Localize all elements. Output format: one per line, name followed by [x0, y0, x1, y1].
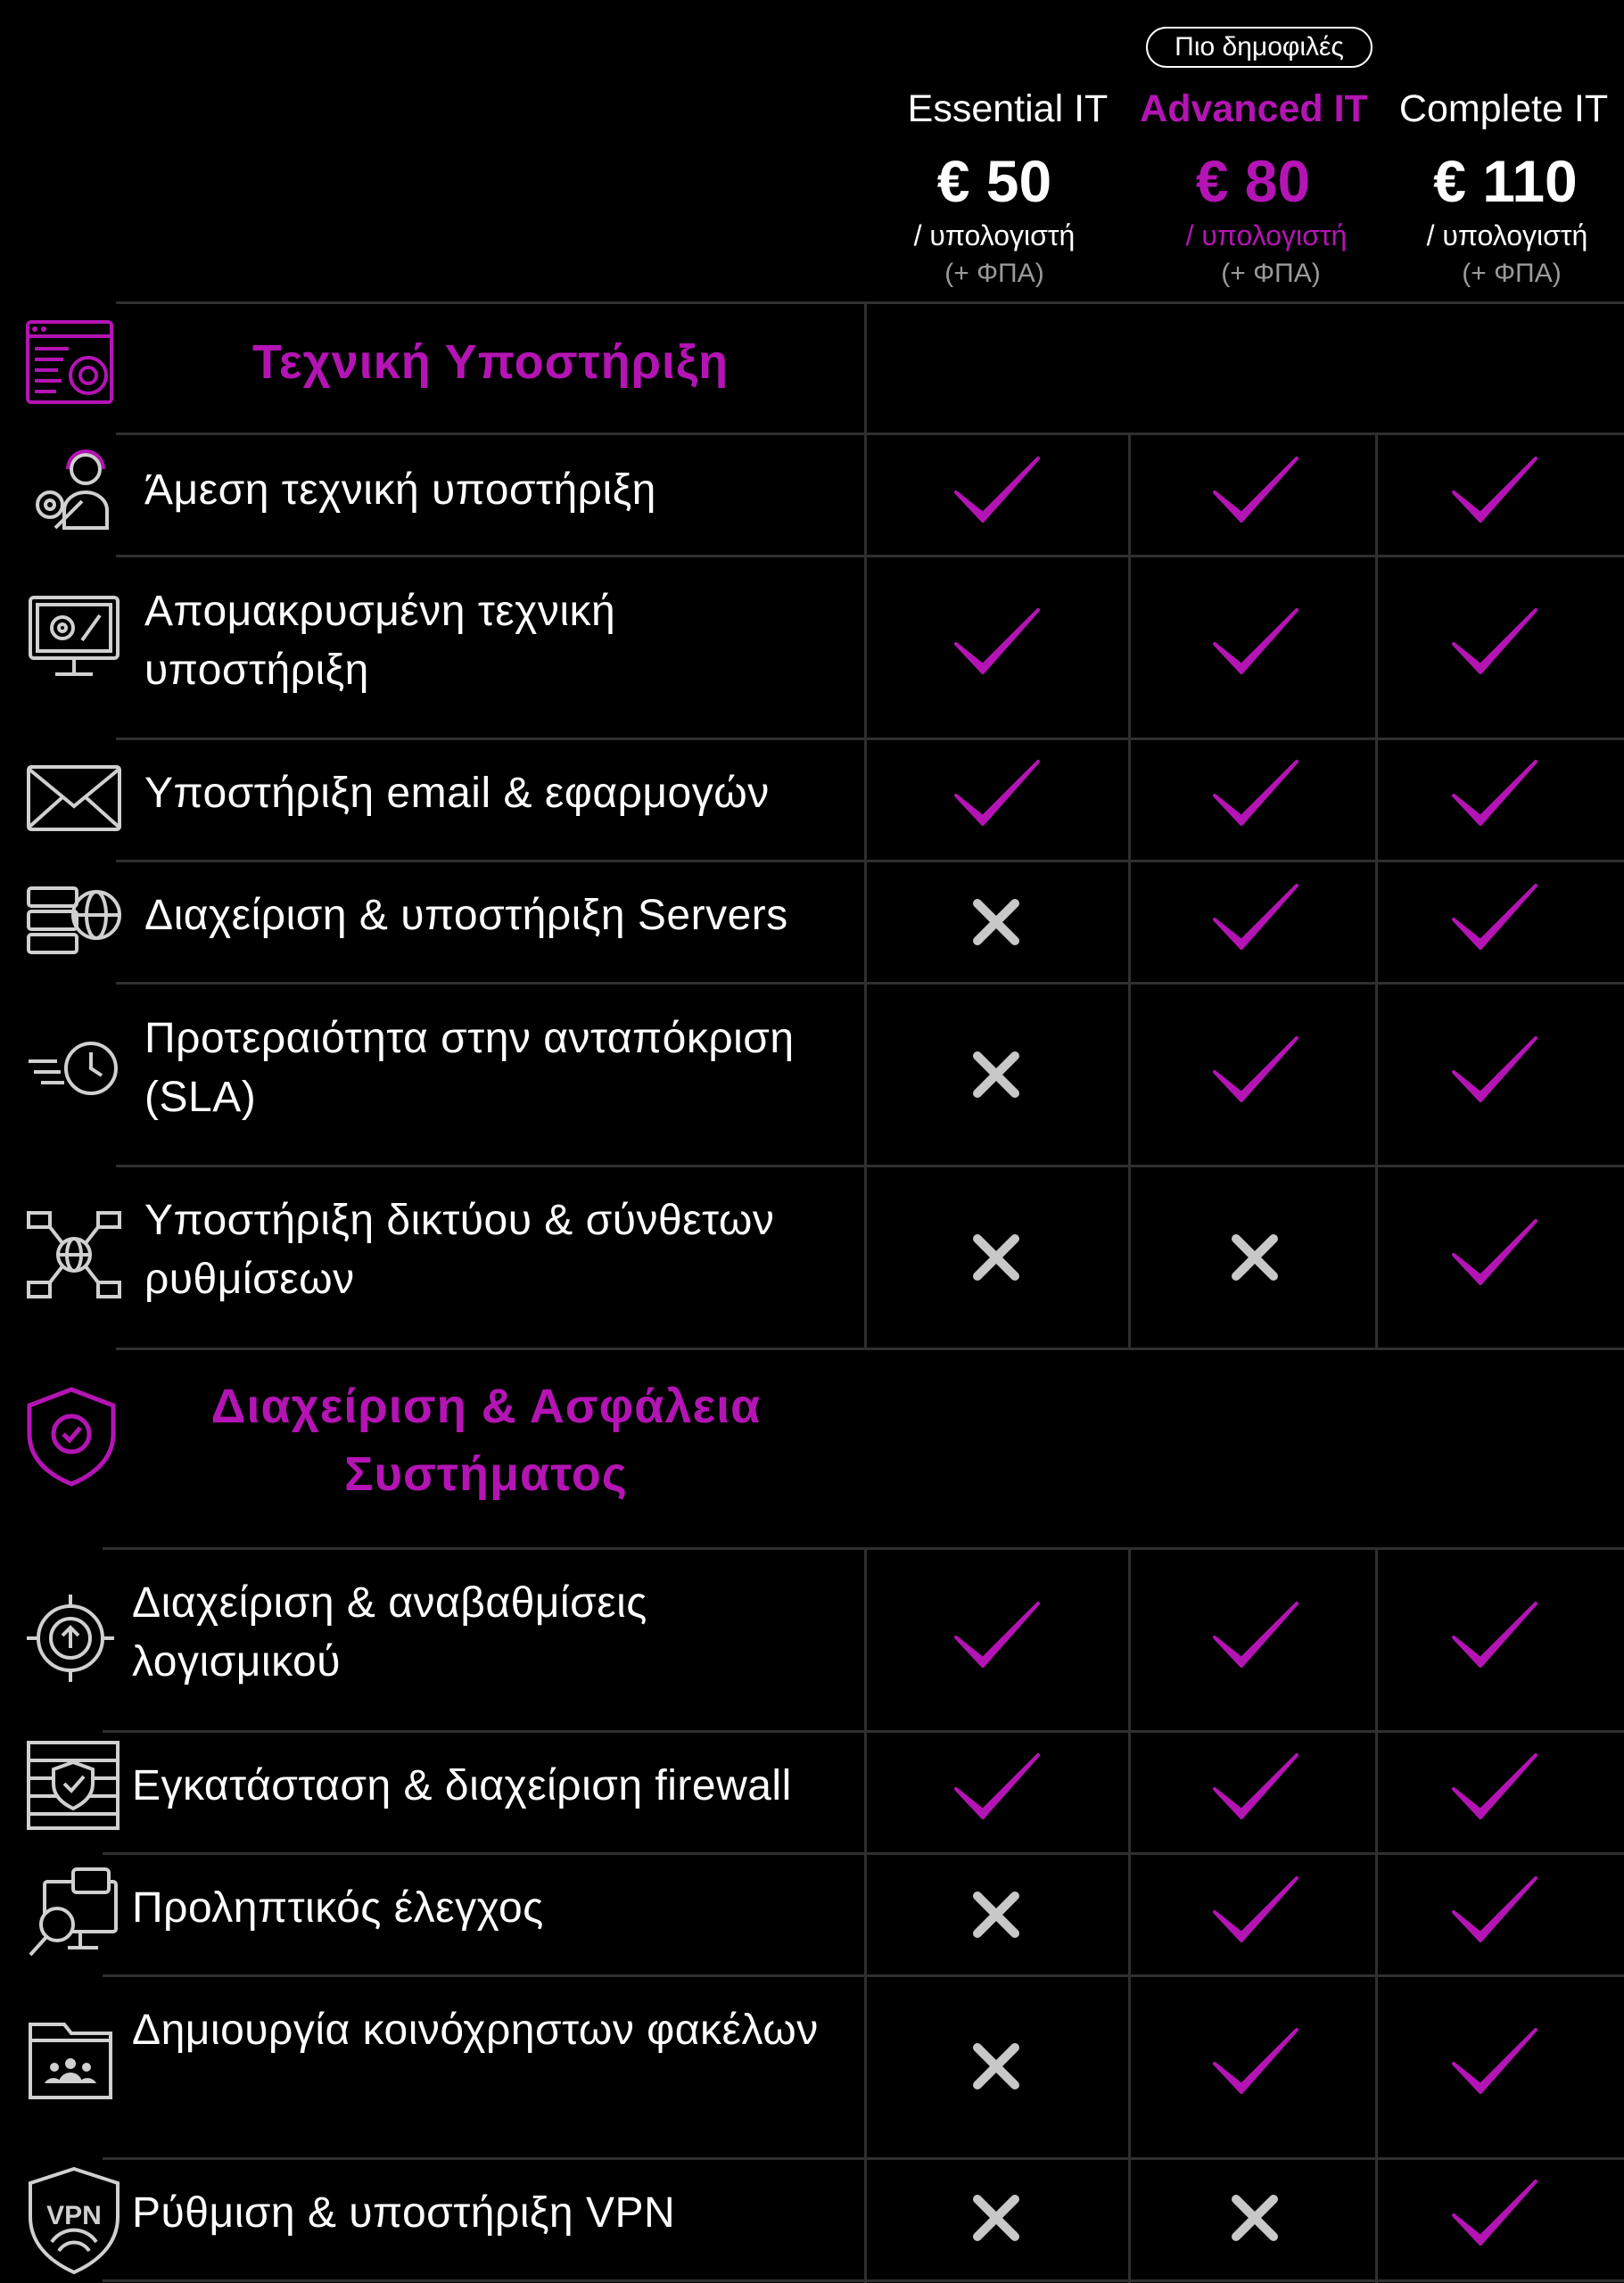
divider [116, 301, 1624, 304]
check-icon [1445, 446, 1543, 544]
divider [116, 738, 1624, 740]
check-icon [947, 598, 1045, 696]
check-icon [1445, 873, 1543, 971]
divider [1128, 1547, 1131, 2283]
check-icon [1206, 1591, 1304, 1689]
shield-gear-icon [22, 1384, 120, 1489]
plan-price-advanced: € 80 [1195, 148, 1311, 214]
check-icon [1206, 1743, 1304, 1841]
divider [103, 2279, 1624, 2282]
cross-icon [947, 2169, 1045, 2267]
cross-icon [947, 873, 1045, 971]
divider [116, 860, 1624, 862]
support-dashboard-icon [22, 317, 122, 413]
plan-vat-essential: (+ ΦΠΑ) [944, 259, 1044, 288]
server-globe-icon [25, 870, 123, 968]
divider [103, 1730, 1624, 1733]
vpn-shield-icon [25, 2165, 123, 2276]
divider [864, 1547, 867, 2283]
remote-monitor-icon [25, 589, 123, 687]
check-icon [1206, 598, 1304, 696]
gear-upgrade-icon [21, 1589, 120, 1687]
divider [1375, 433, 1378, 1348]
plan-price-essential: € 50 [936, 148, 1052, 214]
feature-label: Εγκατάσταση & διαχείριση firewall [132, 1762, 792, 1809]
feature-label: Προληπτικός έλεγχος [132, 1884, 544, 1932]
check-icon [1206, 873, 1304, 971]
check-icon [1206, 749, 1304, 847]
check-icon [1445, 749, 1543, 847]
plan-name-essential: Essential IT [907, 87, 1109, 130]
firewall-icon [25, 1737, 123, 1835]
plan-vat-advanced: (+ ΦΠΑ) [1221, 259, 1321, 288]
plan-vat-complete: (+ ΦΠΑ) [1462, 259, 1562, 288]
cross-icon [947, 2017, 1045, 2115]
check-icon [1206, 2017, 1304, 2115]
cross-icon [947, 1208, 1045, 1306]
divider [116, 982, 1624, 985]
shared-folder-icon [25, 2012, 123, 2110]
cross-icon [947, 1026, 1045, 1124]
check-icon [1445, 2169, 1543, 2267]
plan-name-complete: Complete IT [1398, 87, 1609, 130]
section-title-system-security: Διαχείριση & Ασφάλεια Συστήματος [210, 1380, 762, 1501]
network-globe-icon [25, 1206, 123, 1304]
check-icon [947, 749, 1045, 847]
divider [103, 2157, 1624, 2160]
divider [116, 1165, 1624, 1167]
divider [1375, 1547, 1378, 2283]
feature-label: Ρύθμιση & υποστήριξη VPN [132, 2189, 676, 2237]
cross-icon [1206, 1208, 1304, 1306]
check-icon [1445, 1743, 1543, 1841]
check-icon [1206, 1026, 1304, 1124]
svg-text:VPN: VPN [46, 2201, 102, 2230]
plan-price-complete: € 110 [1433, 148, 1578, 214]
check-icon [1445, 1026, 1543, 1124]
divider [1128, 433, 1131, 1348]
divider [864, 301, 867, 1348]
check-icon [1445, 598, 1543, 696]
check-icon [1445, 1866, 1543, 1964]
check-icon [1445, 2017, 1543, 2115]
headset-agent-icon [25, 442, 123, 540]
plan-unit-complete: / υπολογιστή [1426, 219, 1588, 251]
check-icon [947, 1591, 1045, 1689]
feature-label: Διαχείριση & αναβαθμίσεις λογισμικού [132, 1579, 647, 1685]
check-icon [1445, 1591, 1543, 1689]
plan-unit-essential: / υπολογιστή [913, 219, 1076, 251]
feature-label: Άμεση τεχνική υποστήριξη [144, 466, 656, 514]
check-icon [947, 1743, 1045, 1841]
feature-label: Υποστήριξη δικτύου & σύνθετων ρυθμίσεων [144, 1197, 775, 1303]
plan-unit-advanced: / υπολογιστή [1185, 219, 1348, 251]
check-icon [1206, 1866, 1304, 1964]
divider [116, 555, 1624, 557]
most-popular-badge: Πιο δημοφιλές [1146, 27, 1373, 68]
divider [103, 1547, 1624, 1550]
divider [103, 1852, 1624, 1855]
feature-label: Προτεραιότητα στην ανταπόκριση (SLA) [144, 1015, 795, 1121]
envelope-icon [25, 747, 123, 845]
divider [116, 433, 1624, 435]
section-title-technical-support: Τεχνική Υποστήριξη [251, 335, 730, 389]
feature-label: Υποστήριξη email & εφαρμογών [144, 770, 770, 817]
check-icon [1206, 446, 1304, 544]
divider [116, 1348, 1624, 1350]
feature-label: Δημιουργία κοινόχρηστων φακέλων [132, 2007, 819, 2054]
plan-name-advanced: Advanced IT [1140, 87, 1368, 130]
cross-icon [1206, 2169, 1304, 2267]
inspection-icon [25, 1866, 123, 1964]
fast-clock-icon [25, 1024, 123, 1122]
feature-label: Απομακρυσμένη τεχνική υποστήριξη [144, 588, 616, 694]
check-icon [947, 446, 1045, 544]
cross-icon [947, 1866, 1045, 1964]
feature-label: Διαχείριση & υποστήριξη Servers [144, 892, 788, 939]
divider [103, 1974, 1624, 1977]
check-icon [1445, 1208, 1543, 1306]
